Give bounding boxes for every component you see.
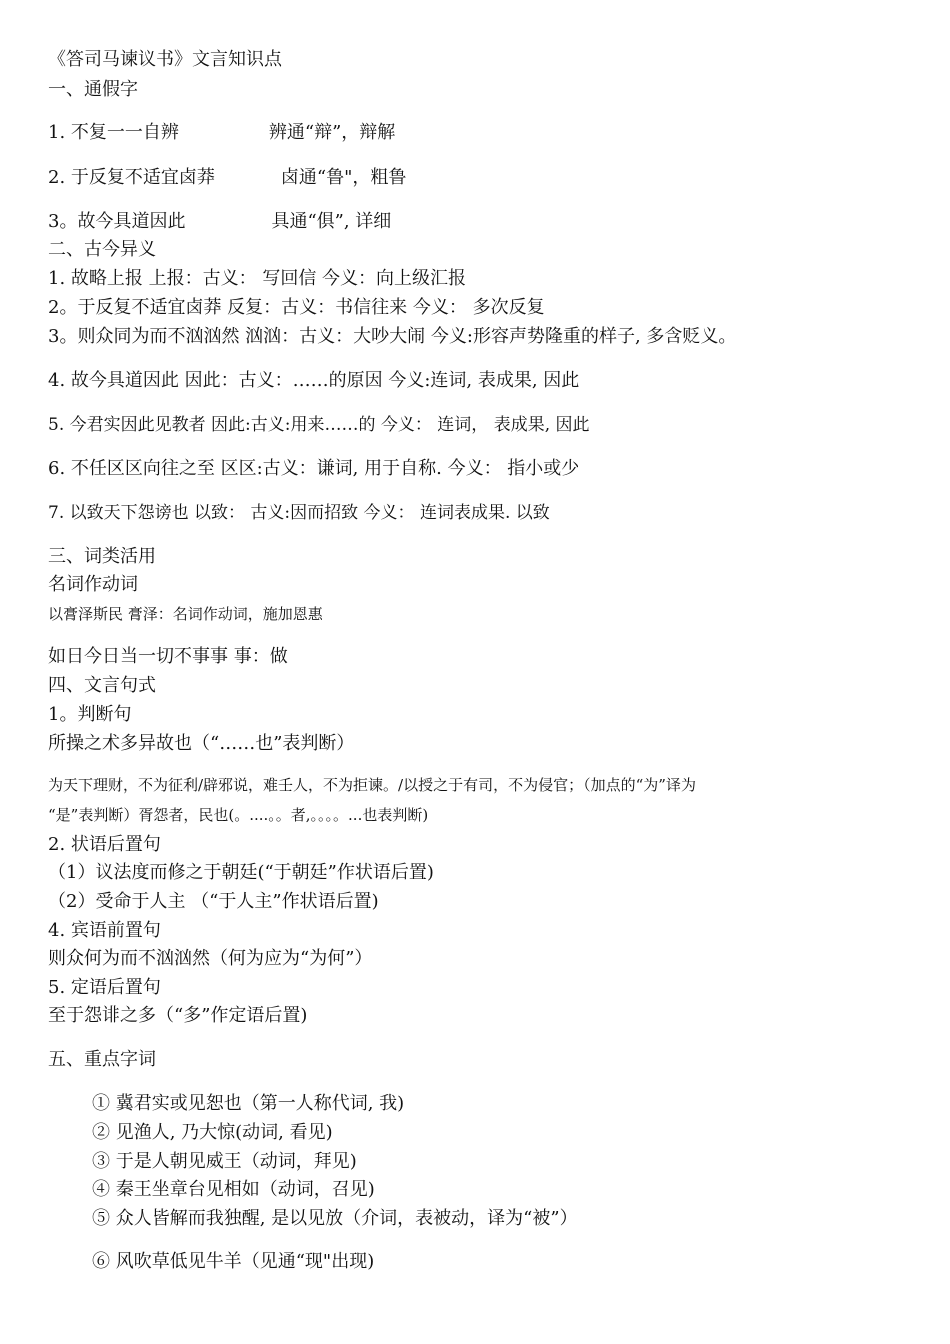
gujin-item-3: 3。则众同为而不汹汹然 汹汹：古义：大吵大闹 今义:形容声势隆重的样子, 多含贬义。 bbox=[48, 326, 737, 347]
tongjia-note: 卤通“鲁"，粗鲁 bbox=[280, 167, 407, 188]
judgment-long-line-1: 为天下理财，不为征利/辟邪说，难壬人，不为拒谏。/以授之于有司，不为侵官；（加点的“为”译为 bbox=[48, 776, 696, 794]
adverbial-title: 2. 状语后置句 bbox=[48, 834, 161, 855]
subheading-noun-verb: 名词作动词 bbox=[48, 574, 138, 595]
tongjia-note: 具通“俱”, 详细 bbox=[271, 211, 392, 232]
judgment-long-line-2: “是”表判断）胥怨者，民也(。....。。者,。。。。...也表判断) bbox=[48, 806, 429, 824]
adverbial-example-1: （1）议法度而修之于朝廷(“于朝廷”作状语后置) bbox=[48, 862, 434, 883]
gujin-item-7: 7. 以致天下怨谤也 以致： 古义:因而招致 今义： 连词表成果. 以致 bbox=[48, 503, 550, 523]
tongjia-item-1 bbox=[48, 121, 395, 145]
gujin-item-4: 4. 故今具道因此 因此：古义：……的原因 今义:连词, 表成果, 因此 bbox=[48, 370, 580, 391]
gujin-item-5: 5. 今君实因此见教者 因此:古义:用来……的 今义： 连词， 表成果, 因此 bbox=[48, 415, 590, 435]
adverbial-example-2: （2）受命于人主 （“于人主”作状语后置) bbox=[48, 891, 379, 912]
gujin-item-1: 1. 故略上报 上报：古义： 写回信 今义：向上级汇报 bbox=[48, 268, 467, 289]
tongjia-item-2 bbox=[48, 166, 406, 190]
section-heading-1: 一、通假字 bbox=[48, 79, 138, 100]
gujin-item-2: 2。于反复不适宜卤莽 反复：古义：书信往来 今义： 多次反复 bbox=[48, 297, 545, 318]
attributive-example: 至于怨诽之多（“多”作定语后置) bbox=[48, 1005, 308, 1026]
keyword-item-1: ① 冀君实或见恕也（第一人称代词, 我) bbox=[92, 1093, 405, 1114]
tongjia-text: 2. 于反复不适宜卤莽 bbox=[48, 167, 215, 188]
judgment-example: 所操之术多异故也（“……也”表判断） bbox=[48, 733, 355, 754]
tongjia-text: 3。故今具道因此 bbox=[48, 211, 186, 232]
section-heading-3: 三、词类活用 bbox=[48, 546, 156, 567]
tongjia-text: 1. 不复一一自辨 bbox=[48, 122, 179, 143]
keyword-item-6: ⑥ 风吹草低见牛羊（见通“现"出现) bbox=[92, 1251, 375, 1272]
object-front-example: 则众何为而不汹汹然（何为应为“为何”） bbox=[48, 948, 373, 969]
keyword-item-4: ④ 秦王坐章台见相如（动词，召见) bbox=[92, 1179, 375, 1200]
tongjia-item-3 bbox=[48, 210, 391, 234]
attributive-title: 5. 定语后置句 bbox=[48, 977, 161, 998]
section-heading-5: 五、重点字词 bbox=[48, 1049, 156, 1070]
gujin-item-6: 6. 不任区区向往之至 区区:古义：谦词, 用于自称. 今义： 指小或少 bbox=[48, 458, 580, 479]
huoyong-example-2: 如日今日当一切不事事 事：做 bbox=[48, 646, 288, 667]
doc-title: 《答司马谏议书》文言知识点 bbox=[48, 49, 282, 70]
section-heading-4: 四、文言句式 bbox=[48, 675, 156, 696]
huoyong-example-1: 以膏泽斯民 膏泽：名词作动词，施加恩惠 bbox=[48, 605, 323, 623]
keyword-item-5: ⑤ 众人皆解而我独醒, 是以见放（介词，表被动，译为“被”） bbox=[92, 1208, 578, 1229]
keyword-item-3: ③ 于是人朝见威王（动词，拜见) bbox=[92, 1151, 357, 1172]
tongjia-note: 辨通“辩”，辩解 bbox=[268, 122, 396, 143]
keyword-item-2: ② 见渔人, 乃大惊(动词, 看见) bbox=[92, 1122, 333, 1143]
judgment-title: 1。判断句 bbox=[48, 704, 132, 725]
section-heading-2: 二、古今异义 bbox=[48, 239, 156, 260]
object-front-title: 4. 宾语前置句 bbox=[48, 920, 161, 941]
